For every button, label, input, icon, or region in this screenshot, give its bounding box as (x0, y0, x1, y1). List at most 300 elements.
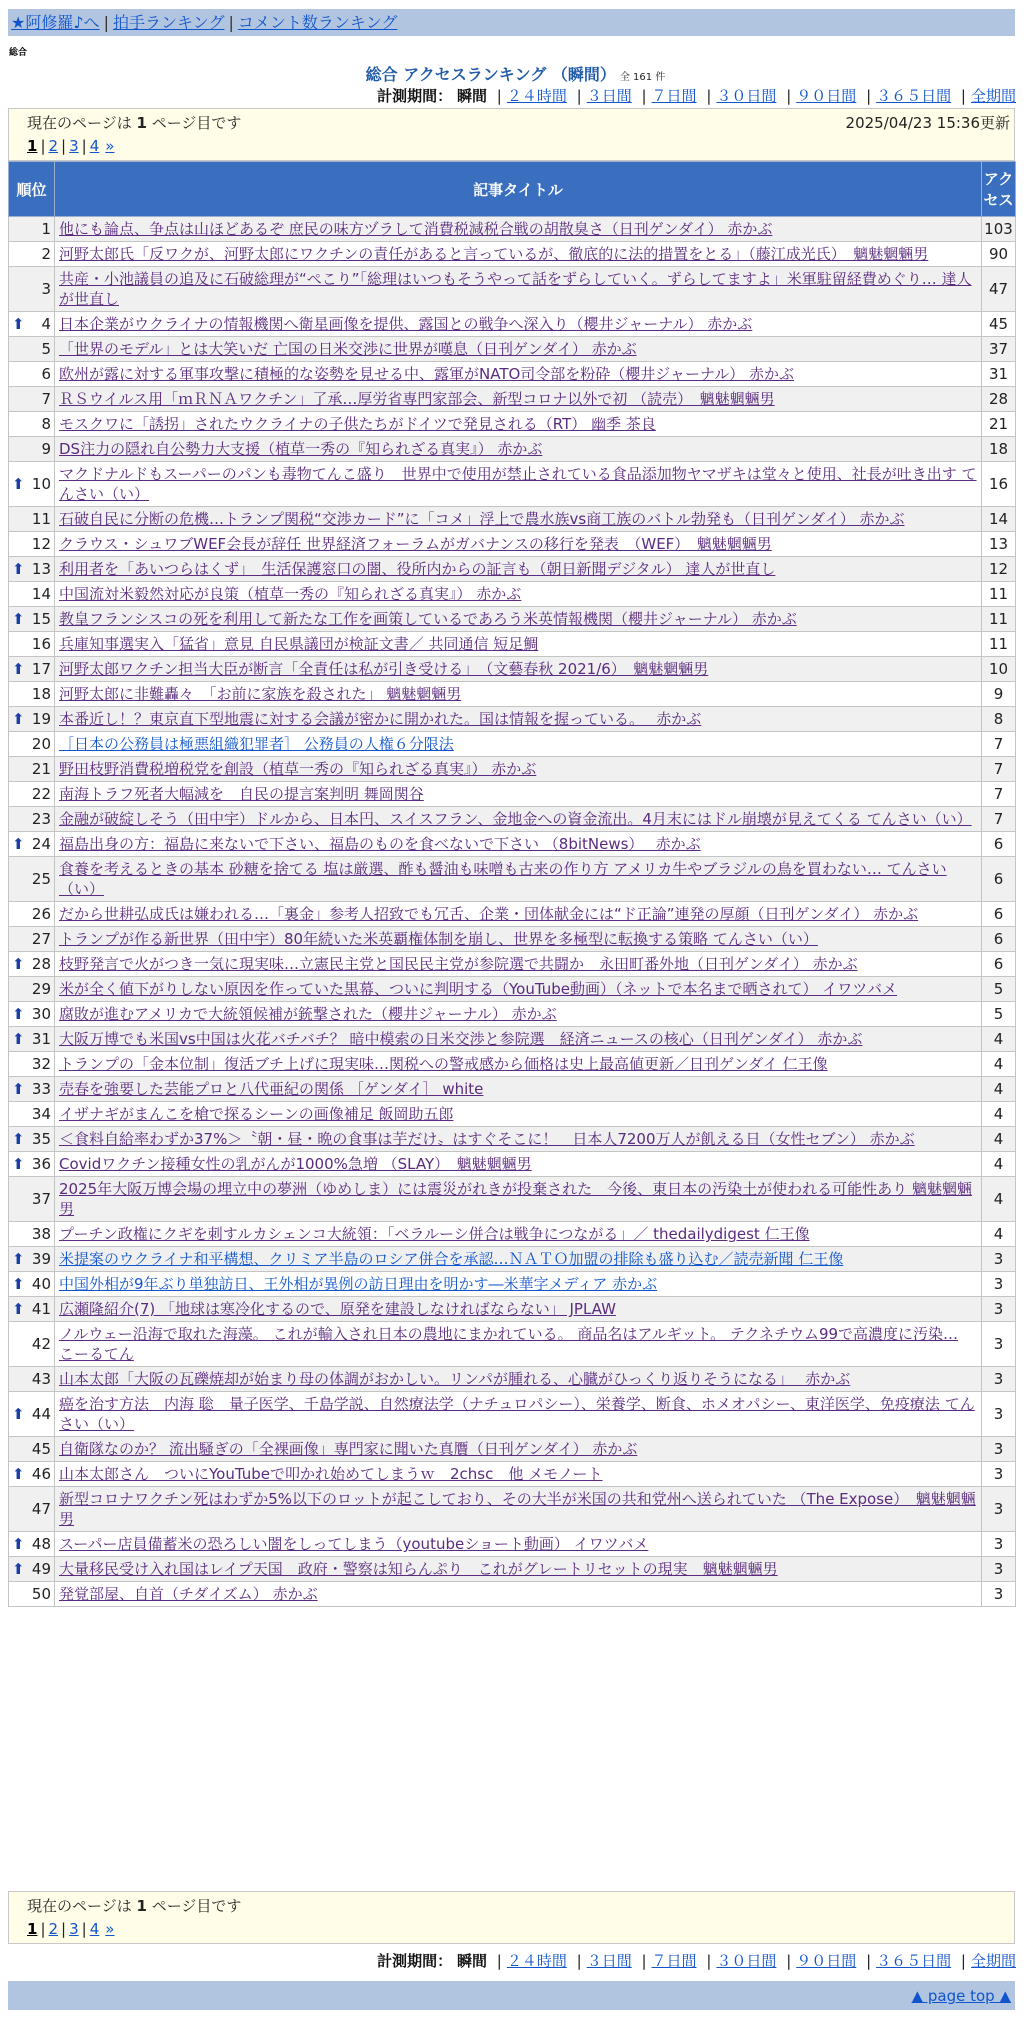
title-cell (55, 782, 982, 807)
rank-cell (9, 1532, 55, 1557)
period-separator: | (866, 87, 872, 105)
up-arrow-icon: ⬆ (12, 1405, 25, 1423)
access-count: 11 (982, 632, 1016, 657)
page-top-link[interactable]: ▲ page top ▲ (911, 1987, 1011, 2005)
rank-number: 43 (31, 1370, 51, 1388)
table-row (9, 557, 1016, 582)
rank-cell (9, 1177, 55, 1222)
article-link[interactable]: 米が全く値下がりしない原因を作っていた黒幕、ついに判明する（YouTube動画）（ネットで本名まで晒されて） イワツバメ (59, 980, 897, 998)
article-link[interactable]: マクドナルドもスーパーのパンも毒物てんこ盛り 世界中で使用が禁止されている食品添加物ヤマザキは堂々と使用、社長が吐き出す てんさい（い） (59, 465, 977, 503)
rank-number: 35 (31, 1130, 51, 1148)
article-link[interactable]: イザナギがまんこを槍で探るシーンの画像補足 飯岡助五郎 (59, 1105, 454, 1123)
up-arrow-icon: ⬆ (12, 1250, 25, 1268)
nav-separator: | (228, 13, 234, 32)
table-row (9, 1462, 1016, 1487)
title-cell (55, 1367, 982, 1392)
rank-number: 26 (31, 905, 51, 923)
access-count: 4 (982, 1152, 1016, 1177)
rank-number: 7 (41, 390, 51, 408)
article-link[interactable]: 大阪万博でも米国vs中国は火花バチバチ？ 暗中模索の日米交渉と参院選 経済ニュースの核心（日刊ゲンダイ） 赤かぶ (59, 1030, 863, 1048)
access-count: 28 (982, 387, 1016, 412)
article-link[interactable]: 腐敗が進むアメリカで大統領候補が銃撃された（櫻井ジャーナル） 赤かぶ (59, 1005, 557, 1023)
table-header-row (9, 162, 1016, 217)
pager-separator: | (61, 137, 67, 155)
title-cell (55, 657, 982, 682)
pager-bottom (27, 1920, 1004, 1938)
title-cell (55, 682, 982, 707)
up-arrow-icon: ⬆ (12, 1080, 25, 1098)
period-selector-bottom (377, 1950, 1016, 1971)
article-link[interactable]: 食養を考えるときの基本 砂糖を捨てる 塩は厳選、酢も醤油も味噌も古来の作り方 アメリカ牛やブラジルの鳥を買わない… てんさい（い） (59, 860, 947, 898)
title-cell (55, 1487, 982, 1532)
page-status-number: 1 (136, 1897, 147, 1915)
article-link[interactable]: 南海トラフ死者大幅減を 自民の提言案判明 舞岡関谷 (59, 785, 424, 803)
title-cell (55, 1177, 982, 1222)
rank-cell (9, 337, 55, 362)
rank-number: 14 (31, 585, 51, 603)
link-applause-ranking[interactable]: 拍手ランキング (112, 13, 225, 32)
title-cell (55, 1102, 982, 1127)
article-link[interactable]: 他にも論点、争点は山ほどあるぞ 庶民の味方ヅラして消費税減税合戦の胡散臭さ（日刊ゲンダイ） 赤かぶ (59, 220, 773, 238)
rank-number: 21 (31, 760, 51, 778)
rank-cell (9, 632, 55, 657)
access-count: 11 (982, 582, 1016, 607)
rank-number: 23 (31, 810, 51, 828)
period-separator: | (866, 1952, 872, 1970)
pager-separator: | (81, 1920, 87, 1938)
pager-page-3[interactable]: 3 (69, 137, 79, 155)
article-link[interactable]: 自衛隊なのか？ 流出騒ぎの「全裸画像」専門家に聞いた真贋（日刊ゲンダイ） 赤かぶ (59, 1440, 638, 1458)
up-arrow-icon: ⬆ (12, 1465, 25, 1483)
rank-number: 33 (31, 1080, 51, 1098)
period-current: 瞬間 (456, 1952, 487, 1970)
table-row (9, 507, 1016, 532)
period-365d[interactable]: ３６５日間 (876, 87, 952, 105)
rank-number: 20 (31, 735, 51, 753)
access-count: 4 (982, 1222, 1016, 1247)
rank-number: 15 (31, 610, 51, 628)
title-cell (55, 1462, 982, 1487)
title-cell (55, 832, 982, 857)
title-cell (55, 1532, 982, 1557)
top-navigation (8, 9, 1015, 36)
period-24h[interactable]: ２４時間 (506, 1952, 567, 1970)
rank-number: 3 (41, 280, 51, 298)
rank-cell (9, 1557, 55, 1582)
pager-page-4[interactable]: 4 (89, 137, 100, 155)
period-3d[interactable]: ３日間 (586, 1952, 632, 1970)
access-count: 7 (982, 732, 1016, 757)
title-cell (55, 1582, 982, 1607)
access-count: 103 (982, 217, 1016, 242)
rank-cell (9, 807, 55, 832)
article-link[interactable]: プーチン政権にクギを刺すルカシェンコ大統領：「ベラルーシ併合は戦争につながる」／ thedailydigest 仁王像 (59, 1225, 810, 1243)
article-link[interactable]: 兵庫知事選実入「猛省」意見 自民県議団が検証文書／ 共同通信 短足鯛 (59, 635, 539, 653)
rank-number: 22 (31, 785, 51, 803)
access-count: 5 (982, 977, 1016, 1002)
title-cell (55, 1002, 982, 1027)
up-arrow-icon: ⬆ (12, 835, 25, 853)
pager-page-2[interactable]: 2 (48, 137, 59, 155)
article-link[interactable]: 発覚部屋、自首（チダイズム） 赤かぶ (59, 1585, 318, 1603)
rank-cell (9, 1127, 55, 1152)
table-row (9, 1177, 1016, 1222)
pager-page-1[interactable]: 1 (27, 137, 38, 155)
article-link[interactable]: 教皇フランシスコの死を利用して新たな工作を画策しているであろう米英情報機関（櫻井ジャーナル） 赤かぶ (59, 610, 797, 628)
access-count: 90 (982, 242, 1016, 267)
table-row (9, 1437, 1016, 1462)
rank-number: 6 (41, 365, 51, 383)
rank-cell (9, 1487, 55, 1532)
rank-number: 38 (31, 1225, 51, 1243)
title-cell (55, 1127, 982, 1152)
access-count: 9 (982, 682, 1016, 707)
article-link[interactable]: 河野太郎氏「反ワクが、河野太郎にワクチンの責任があると言っているが、徹底的に法的措置をとる」（藤江成光氏） 魑魅魍魎男 (59, 245, 929, 263)
period-24h[interactable]: ２４時間 (506, 87, 567, 105)
table-row (9, 1532, 1016, 1557)
table-row (9, 1152, 1016, 1177)
page-status-number: 1 (136, 114, 147, 132)
title-cell (55, 1152, 982, 1177)
article-link[interactable]: 新型コロナワクチン死はわずか5%以下のロットが起こしており、その大半が米国の共和党州へ送られていた （The Expose） 魑魅魍魎男 (59, 1490, 976, 1528)
article-link[interactable]: 広瀬隆紹介(7) 「地球は寒冷化するので、原発を建設しなければならない」 JPLAW (59, 1300, 616, 1318)
access-count: 5 (982, 1002, 1016, 1027)
period-label: 計測期間： (377, 1952, 453, 1970)
table-row (9, 952, 1016, 977)
rank-number: 31 (31, 1030, 51, 1048)
access-count: 31 (982, 362, 1016, 387)
rank-cell (9, 782, 55, 807)
rank-cell (9, 1322, 55, 1367)
rank-cell (9, 532, 55, 557)
article-link[interactable]: 福島出身の方：福島に来ないで下さい、福島のものを食べないで下さい （8bitNews） 赤かぶ (59, 835, 701, 853)
article-link[interactable]: 枝野発言で火がつき一気に現実味…立憲民主党と国民民主党が参院選で共闘か 永田町番外地（日刊ゲンダイ） 赤かぶ (59, 955, 858, 973)
article-link[interactable]: トランプの「金本位制」復活ブチ上げに現実味…関税への警戒感から価格は史上最高値更新／日刊ゲンダイ 仁王像 (59, 1055, 828, 1073)
pager-page-2[interactable]: 2 (48, 1920, 59, 1938)
article-link[interactable]: モスクワに「誘拐」されたウクライナの子供たちがドイツで発見される（RT） 幽季 茶良 (59, 415, 656, 433)
period-90d[interactable]: ９０日間 (796, 87, 857, 105)
article-link[interactable]: 中国流対米毅然対応が良策（植草一秀の『知られざる真実』） 赤かぶ (59, 585, 522, 603)
period-all[interactable]: 全期間 (970, 87, 1016, 105)
table-row (9, 462, 1016, 507)
period-separator: | (786, 1952, 792, 1970)
table-row (9, 1077, 1016, 1102)
title-cell (55, 532, 982, 557)
rank-cell (9, 732, 55, 757)
table-row (9, 707, 1016, 732)
rank-cell (9, 707, 55, 732)
article-link[interactable]: 金融が破綻しそう（田中宇）ドルから、日本円、スイスフラン、金地金への資金流出。4月末にはドル崩壊が見えてくる てんさい（い） (59, 810, 972, 828)
article-link[interactable]: ノルウェー沿海で取れた海藻。 これが輸入され日本の農地にまかれている。 商品名はアルギット。 テクネチウム99で高濃度に汚染… こーるてん (59, 1325, 959, 1363)
article-link[interactable]: 山本太郎さん ついにYouTubeで叩かれ始めてしまうｗ 2chsc 他 メモノート (59, 1465, 603, 1483)
rank-number: 41 (31, 1300, 51, 1318)
article-link[interactable]: 利用者を「あいつらはくず」 生活保護窓口の闇、役所内からの証言も（朝日新聞デジタル） 達人が世直し (59, 560, 776, 578)
rank-cell (9, 1052, 55, 1077)
access-count: 6 (982, 902, 1016, 927)
article-link[interactable]: ［日本の公務員は極悪組織犯罪者］ 公務員の人権６分限法 (59, 735, 454, 753)
rank-cell (9, 902, 55, 927)
title-cell (55, 1222, 982, 1247)
table-row (9, 832, 1016, 857)
nav-separator: | (103, 13, 109, 32)
rank-cell (9, 1367, 55, 1392)
rank-number: 9 (41, 440, 51, 458)
pager-separator: | (81, 137, 87, 155)
table-row (9, 412, 1016, 437)
access-count: 6 (982, 857, 1016, 902)
up-arrow-icon: ⬆ (12, 560, 25, 578)
period-separator: | (576, 1952, 582, 1970)
period-separator: | (641, 1952, 647, 1970)
title-cell (55, 1077, 982, 1102)
up-arrow-icon: ⬆ (12, 1300, 25, 1318)
rank-cell (9, 462, 55, 507)
pager-next[interactable]: » (105, 1920, 115, 1938)
title-cell (55, 1272, 982, 1297)
period-7d[interactable]: ７日間 (651, 1952, 697, 1970)
page-status-suffix: ページ目です (151, 1897, 242, 1915)
page-info-top (8, 108, 1015, 161)
link-ashura-home[interactable]: ★阿修羅♪へ (11, 13, 100, 32)
link-comment-ranking[interactable]: コメント数ランキング (237, 13, 398, 32)
up-arrow-icon: ⬆ (12, 1005, 25, 1023)
article-link[interactable]: 米提案のウクライナ和平構想、クリミア半島のロシア併合を承認…ＮＡＴＯ加盟の排除も盛り込む／読売新聞 仁王像 (59, 1250, 844, 1268)
pager-next[interactable]: » (105, 137, 115, 155)
access-count: 3 (982, 1437, 1016, 1462)
rank-cell (9, 1462, 55, 1487)
article-link[interactable]: 癌を治す方法 内海 聡 量子医学、千島学説、自然療法学（ナチュロパシー）、栄養学、断食、ホメオパシー、東洋医学、免疫療法 てんさい（い） (59, 1395, 975, 1433)
article-link[interactable]: ＜食料自給率わずか37%＞〝朝・昼・晩の食事は芋だけ〟はすぐそこに！ 日本人7200万人が飢える日（女性セブン） 赤かぶ (59, 1130, 915, 1148)
rank-cell (9, 607, 55, 632)
column-header-title: 記事タイトル (55, 162, 982, 217)
article-link[interactable]: トランプが作る新世界（田中宇）80年続いた米英覇権体制を崩し、世界を多極型に転換する策略 てんさい（い） (59, 930, 818, 948)
article-link[interactable]: 共産・小池議員の追及に石破総理が“ぺこり”「総理はいつもそうやって話をずらしていく。ずらしてますよ」米軍駐留経費めぐり… 達人が世直し (59, 270, 972, 308)
table-row (9, 657, 1016, 682)
up-arrow-icon: ⬆ (12, 710, 25, 728)
period-separator: | (641, 87, 647, 105)
article-link[interactable]: 石破自民に分断の危機…トランプ関税“交渉カード”に「コメ」浮上で農水族vs商工族のバトル勃発も（日刊ゲンダイ） 赤かぶ (59, 510, 905, 528)
table-row (9, 1582, 1016, 1607)
article-link[interactable]: 本番近し！？東京直下型地震に対する会議が密かに開かれた。国は情報を握っている。 赤かぶ (59, 710, 702, 728)
rank-cell (9, 557, 55, 582)
table-row (9, 1322, 1016, 1367)
article-link[interactable]: 2025年大阪万博会場の埋立中の夢洲（ゆめしま）には震災がれきが投棄された 今後、東日本の汚染土が使われる可能性あり 魑魅魍魎男 (59, 1180, 972, 1218)
access-count: 7 (982, 782, 1016, 807)
rank-cell (9, 1272, 55, 1297)
period-90d[interactable]: ９０日間 (796, 1952, 857, 1970)
rank-cell (9, 437, 55, 462)
pager-page-1[interactable]: 1 (27, 1920, 38, 1938)
table-row (9, 1272, 1016, 1297)
article-link[interactable]: 河野太郎ワクチン担当大臣が断言「全責任は私が引き受ける」 （文藝春秋 2021/6） 魑魅魍魎男 (59, 660, 709, 678)
period-selector-top (377, 85, 1016, 106)
article-link[interactable]: 河野太郎に非難轟々 「お前に家族を殺された」 魑魅魍魎男 (59, 685, 462, 703)
table-row (9, 242, 1016, 267)
rank-number: 30 (31, 1005, 51, 1023)
rank-cell (9, 657, 55, 682)
access-count: 3 (982, 1272, 1016, 1297)
period-7d[interactable]: ７日間 (651, 87, 697, 105)
access-count: 3 (982, 1297, 1016, 1322)
table-row (9, 1487, 1016, 1532)
period-separator: | (960, 1952, 966, 1970)
rank-number: 32 (31, 1055, 51, 1073)
title-cell (55, 632, 982, 657)
rank-cell (9, 1222, 55, 1247)
access-count: 4 (982, 1077, 1016, 1102)
article-link[interactable]: 中国外相が9年ぶり単独訪日、王外相が異例の訪日理由を明かす―米華字メディア 赤かぶ (59, 1275, 658, 1293)
article-link[interactable]: だから世耕弘成氏は嫌われる…「裏金」参考人招致でも冗舌、企業・団体献金には“ド正論”連発の厚顔（日刊ゲンダイ） 赤かぶ (59, 905, 919, 923)
rank-number: 37 (31, 1190, 51, 1208)
rank-cell (9, 1027, 55, 1052)
access-count: 3 (982, 1322, 1016, 1367)
rank-number: 19 (31, 710, 51, 728)
table-row (9, 1392, 1016, 1437)
title-cell (55, 507, 982, 532)
rank-number: 8 (41, 415, 51, 433)
article-link[interactable]: 欧州が露に対する軍事攻撃に積極的な姿勢を見せる中、露軍がNATO司令部を粉砕（櫻井ジャーナル） 赤かぶ (59, 365, 795, 383)
access-count: 18 (982, 437, 1016, 462)
rank-number: 34 (31, 1105, 51, 1123)
table-row (9, 1247, 1016, 1272)
pager-top (27, 137, 1004, 155)
rank-number: 17 (31, 660, 51, 678)
rank-cell (9, 977, 55, 1002)
article-link[interactable]: クラウス・シュワブWEF会長が辞任 世界経済フォーラムがガバナンスの移行を発表 （WEF） 魑魅魍魎男 (59, 535, 772, 553)
rank-cell (9, 412, 55, 437)
rank-cell (9, 267, 55, 312)
article-link[interactable]: 売春を強要した芸能プロと八代亜紀の関係 ［ゲンダイ］ white (59, 1080, 484, 1098)
title-cell (55, 267, 982, 312)
article-link[interactable]: 山本太郎「大阪の瓦礫焼却が始まり母の体調がおかしい。リンパが腫れる、心臓がひっくり返りそうになる」 赤かぶ (59, 1370, 851, 1388)
page-title: 総合 アクセスランキング （瞬間） (365, 65, 616, 84)
rank-number: 25 (31, 870, 51, 888)
title-cell (55, 807, 982, 832)
access-count: 47 (982, 267, 1016, 312)
article-link[interactable]: 「世界のモデル」とは大笑いだ 亡国の日米交渉に世界が嘆息（日刊ゲンダイ） 赤かぶ (59, 340, 637, 358)
ranking-body (9, 217, 1016, 1607)
title-cell (55, 707, 982, 732)
period-separator: | (786, 87, 792, 105)
table-row (9, 267, 1016, 312)
rank-number: 1 (41, 220, 51, 238)
period-separator: | (496, 1952, 502, 1970)
rank-cell (9, 387, 55, 412)
table-row (9, 1002, 1016, 1027)
access-count: 11 (982, 607, 1016, 632)
pager-separator: | (40, 1920, 46, 1938)
table-row (9, 902, 1016, 927)
period-all[interactable]: 全期間 (970, 1952, 1016, 1970)
page-status-prefix: 現在のページは (27, 114, 132, 132)
total-count: 全 161 件 (619, 72, 666, 83)
updated-timestamp: 2025/04/23 15:36更新 (845, 114, 1010, 132)
access-count: 16 (982, 462, 1016, 507)
page-info-bottom (8, 1891, 1015, 1944)
page-title-wrap (0, 62, 1031, 85)
table-row (9, 312, 1016, 337)
article-link[interactable]: Covidワクチン接種女性の乳がんが1000%急増 （SLAY） 魑魅魍魎男 (59, 1155, 532, 1173)
title-cell (55, 412, 982, 437)
period-separator: | (576, 87, 582, 105)
rank-cell (9, 952, 55, 977)
table-row (9, 337, 1016, 362)
title-cell (55, 337, 982, 362)
rank-number: 50 (31, 1585, 51, 1603)
table-row (9, 1222, 1016, 1247)
rank-number: 36 (31, 1155, 51, 1173)
title-cell (55, 242, 982, 267)
title-cell (55, 312, 982, 337)
article-link[interactable]: 野田枝野消費税増税党を創設（植草一秀の『知られざる真実』） 赤かぶ (59, 760, 537, 778)
period-separator: | (706, 87, 712, 105)
table-row (9, 1052, 1016, 1077)
period-separator: | (960, 87, 966, 105)
column-header-access: アクセス (982, 162, 1016, 217)
access-count: 13 (982, 532, 1016, 557)
rank-number: 18 (31, 685, 51, 703)
title-cell (55, 387, 982, 412)
article-link[interactable]: スーパー店員備蓄米の恐ろしい闇をしってしまう（youtubeショート動画） イワツバメ (59, 1535, 649, 1553)
period-3d[interactable]: ３日間 (586, 87, 632, 105)
article-link[interactable]: 大量移民受け入れ国はレイプ天国 政府・警察は知らんぷり これがグレートリセットの現実 魑魅魍魎男 (59, 1560, 778, 1578)
period-30d[interactable]: ３０日間 (716, 1952, 777, 1970)
rank-cell (9, 242, 55, 267)
up-arrow-icon: ⬆ (12, 610, 25, 628)
table-row (9, 387, 1016, 412)
title-cell (55, 757, 982, 782)
title-cell (55, 557, 982, 582)
article-link[interactable]: ＲＳウイルス用「ｍＲＮＡワクチン」了承…厚労省専門家部会、新型コロナ以外で初 （読売） 魑魅魍魎男 (59, 390, 775, 408)
table-row (9, 1297, 1016, 1322)
rank-number: 47 (31, 1500, 51, 1518)
title-cell (55, 1437, 982, 1462)
rank-number: 10 (31, 475, 51, 493)
access-count: 45 (982, 312, 1016, 337)
pager-page-4[interactable]: 4 (89, 1920, 100, 1938)
title-cell (55, 217, 982, 242)
rank-number: 45 (31, 1440, 51, 1458)
rank-cell (9, 1077, 55, 1102)
access-count: 3 (982, 1462, 1016, 1487)
page-status-prefix: 現在のページは (27, 1897, 132, 1915)
pager-separator: | (61, 1920, 67, 1938)
access-count: 12 (982, 557, 1016, 582)
rank-number: 39 (31, 1250, 51, 1268)
rank-cell (9, 857, 55, 902)
title-cell (55, 462, 982, 507)
ranking-table (8, 161, 1016, 1607)
access-count: 4 (982, 1102, 1016, 1127)
table-row (9, 362, 1016, 387)
rank-cell (9, 1437, 55, 1462)
period-30d[interactable]: ３０日間 (716, 87, 777, 105)
rank-cell (9, 927, 55, 952)
title-cell (55, 1392, 982, 1437)
pager-page-3[interactable]: 3 (69, 1920, 79, 1938)
rank-cell (9, 1002, 55, 1027)
table-row (9, 757, 1016, 782)
access-count: 3 (982, 1487, 1016, 1532)
title-cell (55, 1247, 982, 1272)
rank-number: 48 (31, 1535, 51, 1553)
rank-cell (9, 582, 55, 607)
access-count: 6 (982, 832, 1016, 857)
article-link[interactable]: 日本企業がウクライナの情報機関へ衛星画像を提供、露国との戦争へ深入り（櫻井ジャーナル） 赤かぶ (59, 315, 753, 333)
access-count: 3 (982, 1247, 1016, 1272)
period-365d[interactable]: ３６５日間 (876, 1952, 952, 1970)
article-link[interactable]: DS注力の隠れ自公勢力大支援（植草一秀の『知られざる真実』） 赤かぶ (59, 440, 543, 458)
